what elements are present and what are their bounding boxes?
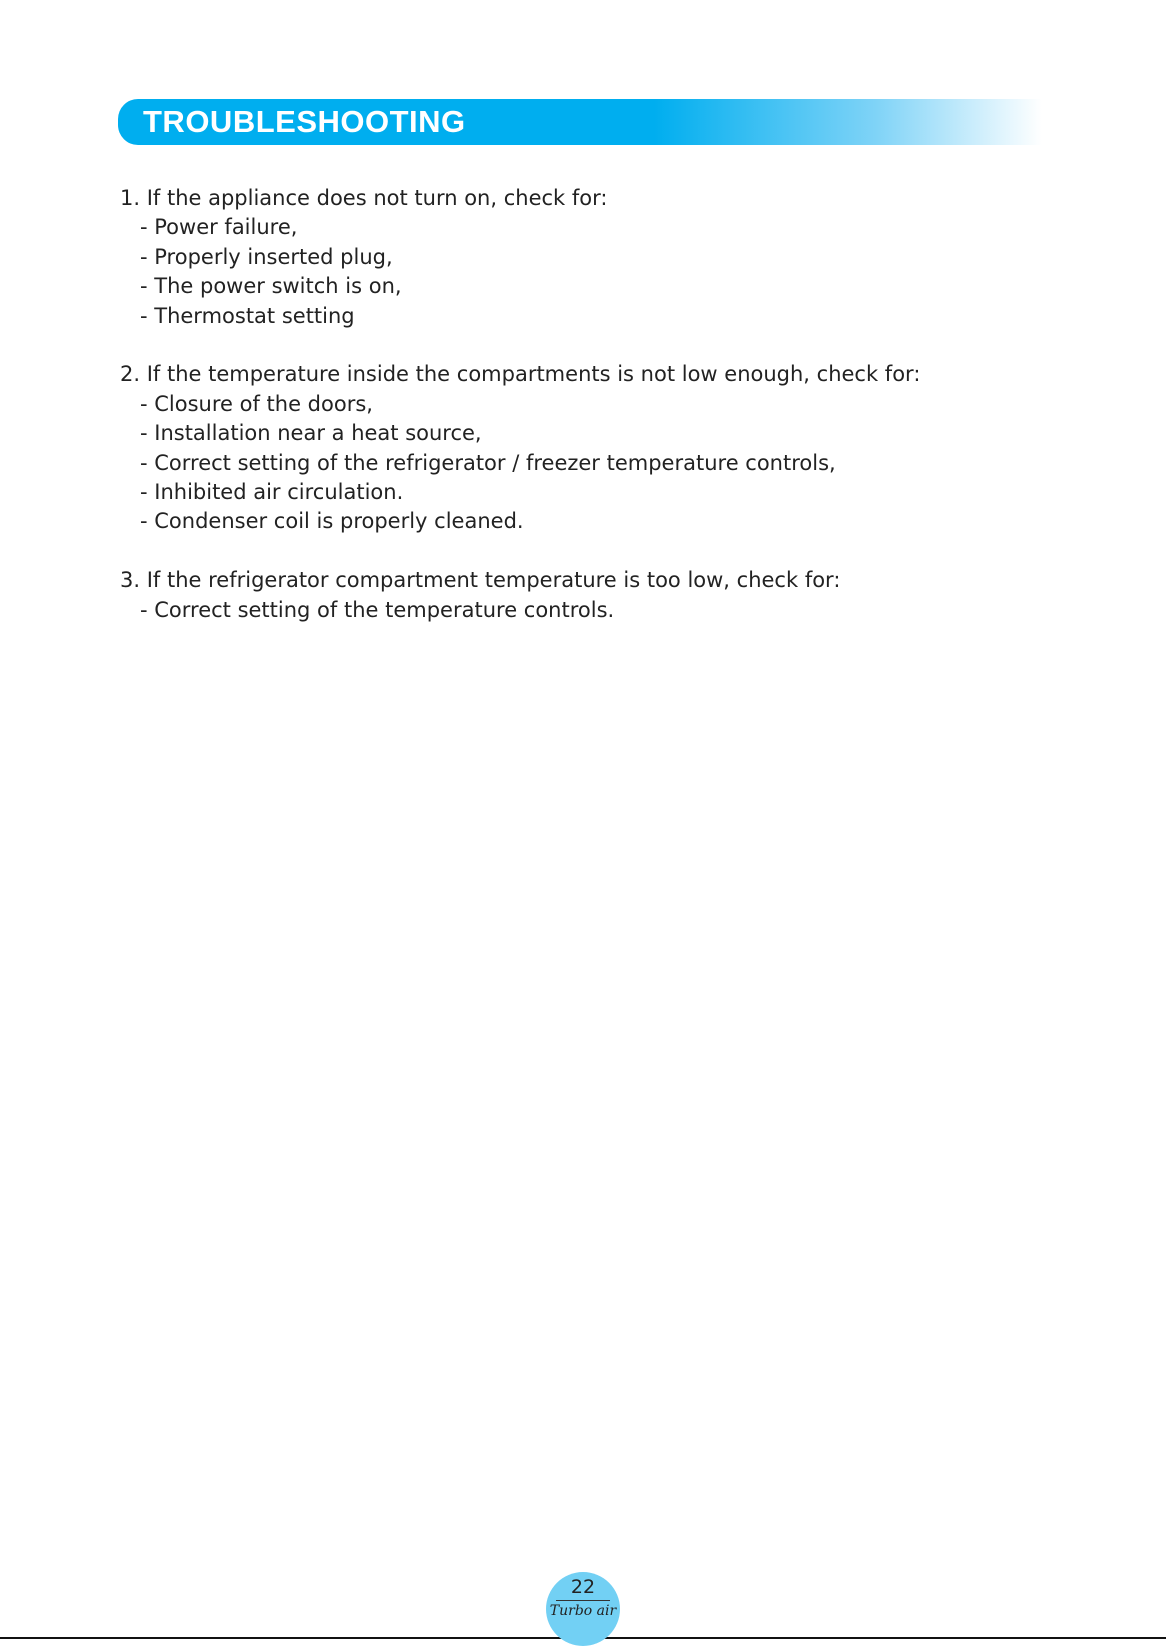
item-heading: 2. If the temperature inside the compartments is not low enough, check for: bbox=[120, 362, 921, 387]
check-list bbox=[120, 213, 1080, 331]
list-item: - Correct setting of the temperature controls. bbox=[140, 597, 615, 622]
list-item: - Installation near a heat source, bbox=[140, 421, 482, 446]
troubleshooting-item-1 bbox=[120, 184, 1080, 331]
troubleshooting-content bbox=[120, 184, 1080, 654]
page-number: 22 bbox=[570, 1576, 596, 1598]
list-item: - The power switch is on, bbox=[140, 274, 402, 299]
list-item: - Condenser coil is properly cleaned. bbox=[140, 509, 524, 534]
item-heading: 3. If the refrigerator compartment temperature is too low, check for: bbox=[120, 568, 841, 593]
check-list bbox=[120, 596, 1080, 625]
list-item: - Inhibited air circulation. bbox=[140, 480, 404, 505]
badge-divider bbox=[556, 1600, 610, 1601]
page-title: TROUBLESHOOTING bbox=[143, 104, 466, 139]
troubleshooting-item-3 bbox=[120, 566, 1080, 625]
list-item: - Power failure, bbox=[140, 215, 298, 240]
list-item: - Correct setting of the refrigerator / freezer temperature controls, bbox=[140, 450, 836, 475]
troubleshooting-item-2 bbox=[120, 360, 1080, 536]
list-item: - Thermostat setting bbox=[140, 303, 355, 328]
list-item: - Closure of the doors, bbox=[140, 391, 373, 416]
list-item: - Properly inserted plug, bbox=[140, 244, 393, 269]
brand-logo: Turbo air bbox=[549, 1603, 617, 1619]
item-heading: 1. If the appliance does not turn on, check for: bbox=[120, 186, 608, 210]
check-list bbox=[120, 390, 1080, 537]
